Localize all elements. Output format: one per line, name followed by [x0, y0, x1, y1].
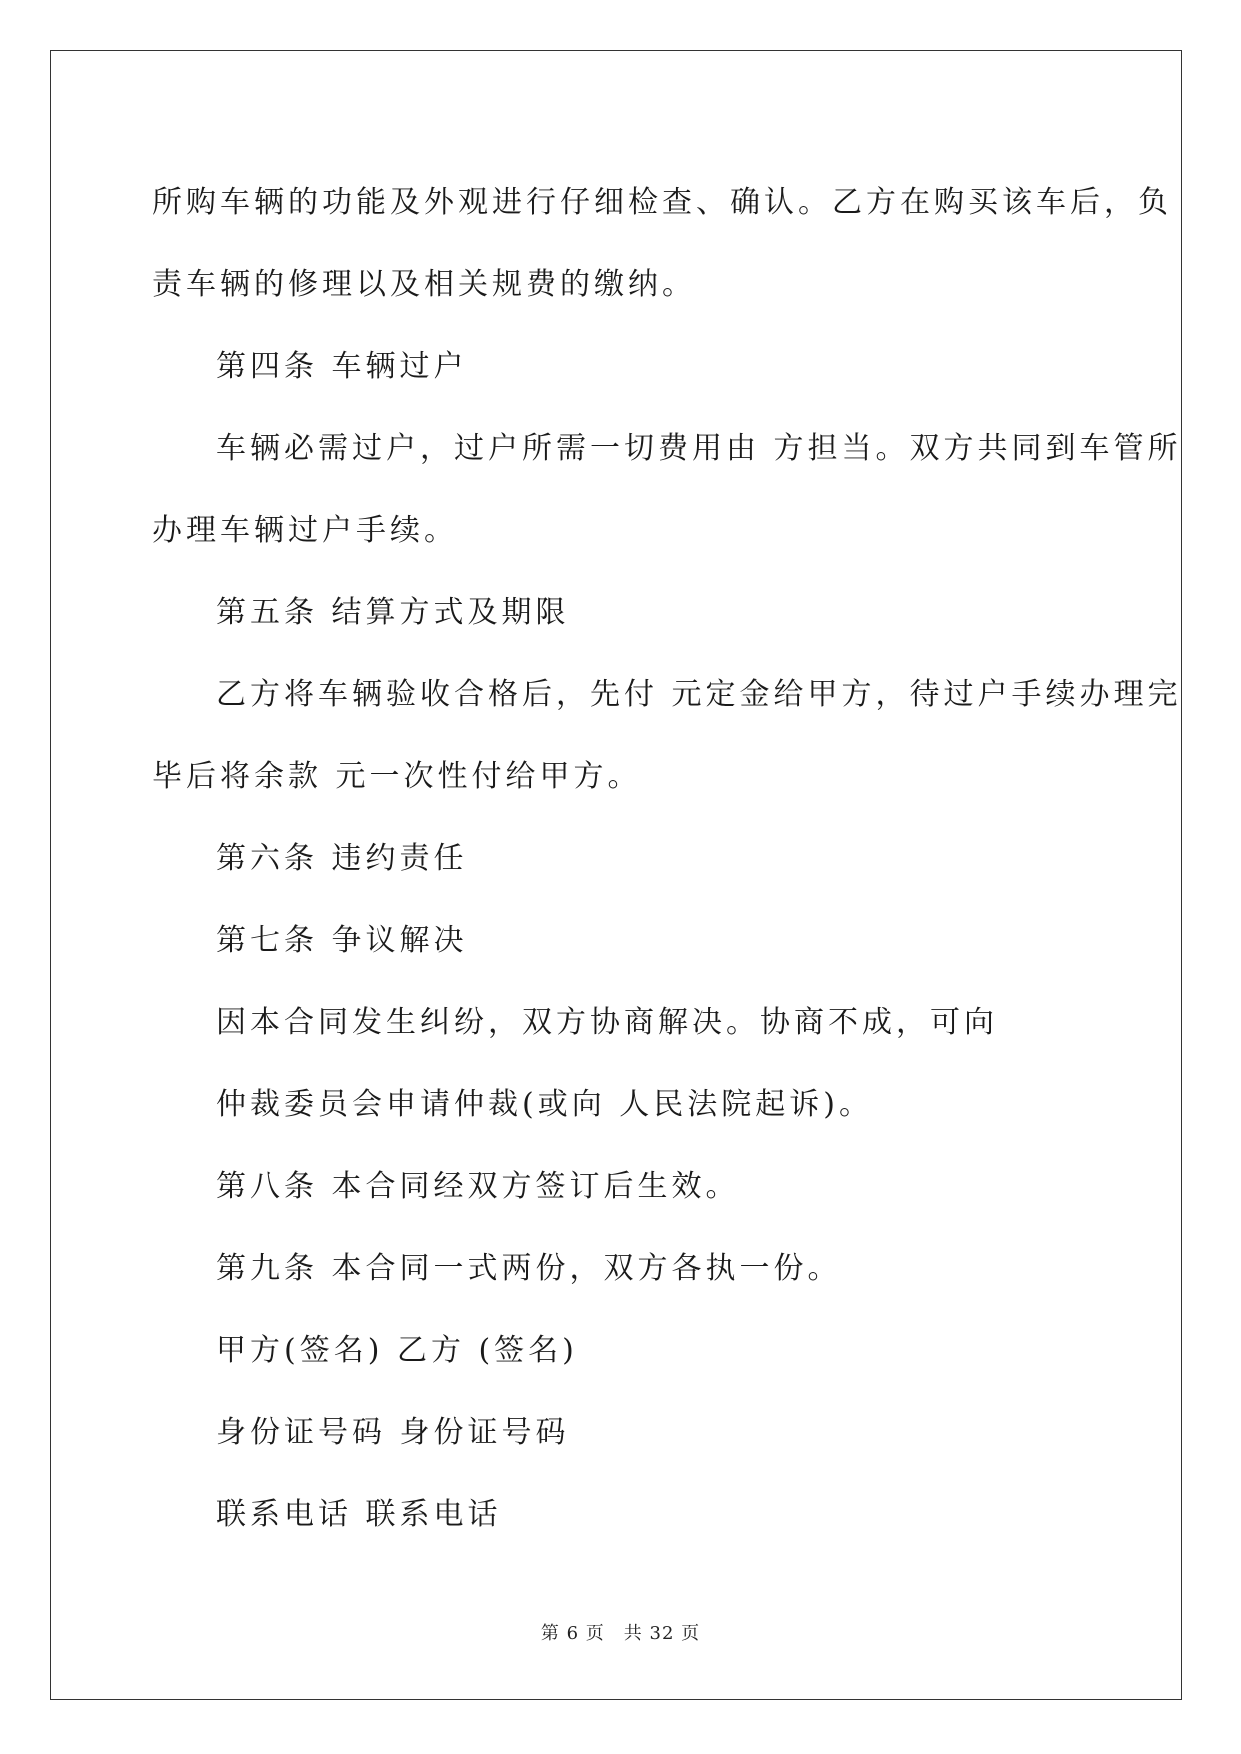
body-line-7: 乙方将车辆验收合格后，先付 元定金给甲方，待过户手续办理完	[216, 677, 1182, 712]
body-line-4: 车辆必需过户，过户所需一切费用由 方担当。双方共同到车管所	[216, 431, 1182, 466]
article-7-heading: 第七条 争议解决	[216, 923, 468, 958]
article-4-heading: 第四条 车辆过户	[216, 349, 468, 384]
body-line-5: 办理车辆过户手续。	[152, 513, 458, 548]
phone-line: 联系电话 联系电话	[216, 1497, 502, 1532]
body-line-11: 因本合同发生纠纷，双方协商解决。协商不成，可向	[216, 1005, 998, 1040]
id-number-line: 身份证号码 身份证号码	[216, 1415, 570, 1450]
body-line-2: 责车辆的修理以及相关规费的缴纳。	[152, 267, 696, 302]
signature-line: 甲方(签名) 乙方 (签名)	[216, 1333, 578, 1368]
article-5-heading: 第五条 结算方式及期限	[216, 595, 570, 630]
page-number-footer: 第 6 页 共 32 页	[540, 1623, 701, 1644]
article-9-line: 第九条 本合同一式两份，双方各执一份。	[216, 1251, 842, 1286]
article-8-line: 第八条 本合同经双方签订后生效。	[216, 1169, 740, 1204]
article-6-heading: 第六条 违约责任	[216, 841, 468, 876]
body-line-8: 毕后将余款 元一次性付给甲方。	[152, 759, 642, 794]
body-line-12: 仲裁委员会申请仲裁(或向 人民法院起诉)。	[216, 1087, 873, 1122]
document-body	[152, 162, 1182, 1556]
body-line-1: 所购车辆的功能及外观进行仔细检查、确认。乙方在购买该车后，负	[152, 185, 1172, 220]
